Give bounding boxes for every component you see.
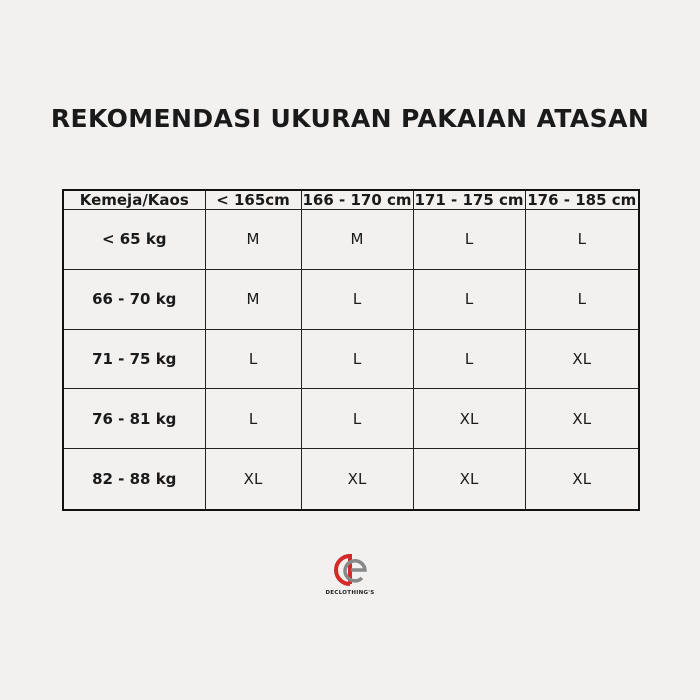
table-row xyxy=(63,269,639,329)
size-cell: XL xyxy=(525,389,639,449)
weight-label: 76 - 81 kg xyxy=(63,389,205,449)
size-cell: M xyxy=(205,210,301,270)
size-cell: L xyxy=(301,269,413,329)
table-header-row xyxy=(63,190,639,210)
header-height-range: 166 - 170 cm xyxy=(302,191,412,209)
size-cell: XL xyxy=(413,449,525,510)
table-row xyxy=(63,210,639,270)
table-row xyxy=(63,329,639,389)
size-cell: L xyxy=(525,210,639,270)
header-clothing-type: Kemeja/Kaos xyxy=(63,190,205,210)
size-cell: L xyxy=(301,329,413,389)
page-title: REKOMENDASI UKURAN PAKAIAN ATASAN xyxy=(50,104,650,133)
size-cell: XL xyxy=(525,329,639,389)
weight-label: 66 - 70 kg xyxy=(63,269,205,329)
table-row xyxy=(63,449,639,510)
size-cell: L xyxy=(205,329,301,389)
size-cell: L xyxy=(413,329,525,389)
size-cell: XL xyxy=(205,449,301,510)
declothings-logo-icon xyxy=(330,552,370,588)
weight-label: 82 - 88 kg xyxy=(63,449,205,510)
size-cell: M xyxy=(205,269,301,329)
brand-logo xyxy=(314,552,386,596)
weight-label: 71 - 75 kg xyxy=(63,329,205,389)
size-cell: XL xyxy=(413,389,525,449)
brand-name: DECLOTHING'S xyxy=(325,590,375,596)
size-cell: L xyxy=(525,269,639,329)
size-cell: L xyxy=(301,389,413,449)
size-cell: XL xyxy=(301,449,413,510)
size-cell: M xyxy=(301,210,413,270)
header-height-range: 171 - 175 cm xyxy=(414,191,524,209)
size-cell: L xyxy=(205,389,301,449)
weight-label: < 65 kg xyxy=(63,210,205,270)
header-height-range: 176 - 185 cm xyxy=(525,190,639,210)
size-cell: L xyxy=(413,210,525,270)
size-cell: L xyxy=(413,269,525,329)
size-cell: XL xyxy=(525,449,639,510)
table-row xyxy=(63,389,639,449)
header-height-range: < 165cm xyxy=(205,190,301,210)
size-recommendation-table xyxy=(62,189,640,511)
